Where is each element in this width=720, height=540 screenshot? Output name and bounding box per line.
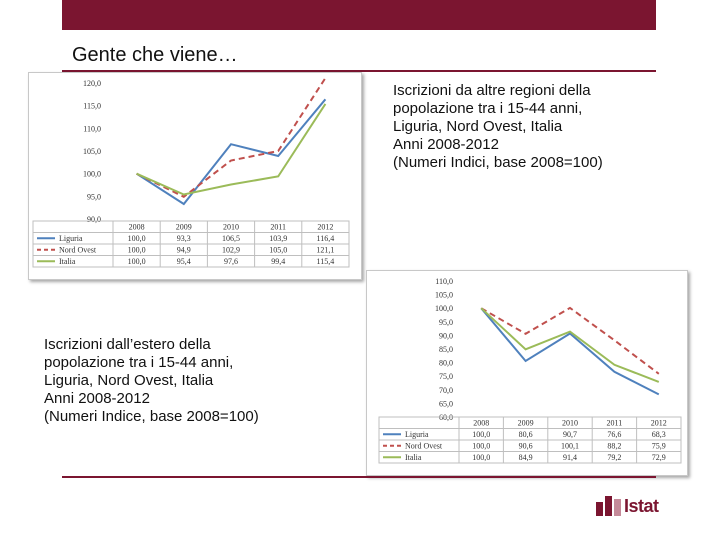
x-category-label: 2010 bbox=[223, 222, 239, 232]
bottom-divider bbox=[62, 476, 656, 478]
y-tick-label: 100,0 bbox=[435, 304, 453, 314]
caption-internal-line: Liguria, Nord Ovest, Italia bbox=[393, 118, 563, 135]
data-label: 100,0 bbox=[127, 257, 146, 266]
y-tick-label: 60,0 bbox=[439, 413, 453, 422]
data-label: 100,1 bbox=[561, 441, 579, 451]
caption-foreign bbox=[44, 336, 259, 426]
legend-series-name: Nord Ovest bbox=[59, 245, 97, 255]
data-label: 100,0 bbox=[472, 453, 491, 462]
caption-foreign-line: Anni 2008-2012 bbox=[44, 390, 150, 407]
x-category-label: 2010 bbox=[562, 418, 578, 428]
istat-logo-text: Istat bbox=[624, 496, 659, 516]
y-tick-label: 80,0 bbox=[439, 358, 453, 368]
data-label: 116,4 bbox=[316, 234, 335, 243]
legend-series-name: Liguria bbox=[405, 430, 429, 439]
x-category-label: 2009 bbox=[175, 222, 192, 232]
x-category-label: 2011 bbox=[270, 222, 287, 232]
data-label: 97,6 bbox=[224, 257, 238, 266]
series-line-italia bbox=[481, 308, 659, 382]
data-label: 121,1 bbox=[316, 245, 335, 255]
legend-series-name: Italia bbox=[405, 453, 422, 462]
istat-logo-icon bbox=[596, 494, 622, 516]
data-label: 106,5 bbox=[222, 234, 240, 243]
x-category-label: 2012 bbox=[650, 418, 667, 428]
data-label: 91,4 bbox=[563, 453, 577, 462]
x-category-label: 2008 bbox=[473, 418, 490, 428]
caption-internal-line: Iscrizioni da altre regioni della bbox=[393, 82, 591, 99]
data-label: 79,2 bbox=[607, 453, 622, 462]
data-label: 68,3 bbox=[651, 430, 666, 439]
data-label: 72,9 bbox=[651, 453, 666, 462]
data-label: 84,9 bbox=[518, 453, 533, 462]
data-label: 100,0 bbox=[472, 441, 491, 451]
data-label: 100,0 bbox=[472, 430, 491, 439]
data-label: 95,4 bbox=[176, 257, 191, 266]
legend-series-name: Italia bbox=[59, 257, 76, 266]
chart-foreign-registrations bbox=[366, 270, 688, 476]
series-line-liguria bbox=[481, 308, 659, 394]
chart-foreign-svg bbox=[367, 271, 687, 475]
istat-logo bbox=[596, 494, 659, 521]
top-accent-bar bbox=[62, 0, 656, 30]
data-label: 102,9 bbox=[222, 245, 240, 255]
y-tick-label: 105,0 bbox=[83, 147, 101, 156]
y-tick-label: 75,0 bbox=[439, 372, 453, 382]
data-label: 80,6 bbox=[518, 430, 533, 439]
x-category-label: 2011 bbox=[606, 418, 623, 428]
x-category-label: 2012 bbox=[317, 222, 334, 232]
series-line-nord-ovest bbox=[137, 78, 326, 197]
caption-foreign-line: Liguria, Nord Ovest, Italia bbox=[44, 372, 214, 389]
caption-internal-line: popolazione tra i 15-44 anni, bbox=[393, 100, 583, 117]
y-tick-label: 95,0 bbox=[439, 317, 453, 327]
data-label: 115,4 bbox=[316, 257, 335, 266]
chart-internal-registrations bbox=[28, 72, 362, 280]
caption-foreign-line: (Numeri Indice, base 2008=100) bbox=[44, 408, 259, 425]
chart-internal-svg bbox=[29, 73, 361, 279]
data-label: 94,9 bbox=[176, 245, 191, 255]
y-tick-label: 95,0 bbox=[87, 192, 101, 202]
y-tick-label: 90,0 bbox=[439, 331, 453, 341]
y-tick-label: 120,0 bbox=[83, 79, 101, 88]
data-label: 88,2 bbox=[607, 441, 622, 451]
legend-series-name: Nord Ovest bbox=[405, 441, 443, 451]
data-label: 100,0 bbox=[127, 234, 146, 243]
y-tick-label: 85,0 bbox=[439, 345, 453, 354]
data-label: 90,6 bbox=[518, 441, 533, 451]
data-label: 99,4 bbox=[271, 257, 286, 266]
x-category-label: 2009 bbox=[517, 418, 534, 428]
y-tick-label: 110,0 bbox=[435, 277, 453, 286]
legend-series-name: Liguria bbox=[59, 234, 83, 243]
data-label: 105,0 bbox=[269, 245, 288, 255]
caption-foreign-line: popolazione tra i 15-44 anni, bbox=[44, 354, 234, 371]
data-label: 75,9 bbox=[651, 441, 666, 451]
caption-internal-line: Anni 2008-2012 bbox=[393, 136, 499, 153]
y-tick-label: 65,0 bbox=[439, 399, 453, 409]
caption-foreign-line: Iscrizioni dall’estero della bbox=[44, 336, 211, 353]
data-label: 103,9 bbox=[269, 234, 288, 243]
data-label: 76,6 bbox=[607, 430, 622, 439]
y-tick-label: 90,0 bbox=[87, 215, 101, 224]
x-category-label: 2008 bbox=[128, 222, 145, 232]
caption-internal bbox=[393, 82, 603, 172]
caption-internal-line: (Numeri Indici, base 2008=100) bbox=[393, 154, 603, 171]
slide-title: Gente che viene… bbox=[72, 44, 238, 66]
data-label: 90,7 bbox=[563, 430, 577, 439]
data-label: 100,0 bbox=[127, 245, 146, 255]
y-tick-label: 115,0 bbox=[83, 101, 101, 111]
y-tick-label: 70,0 bbox=[439, 385, 453, 395]
y-tick-label: 105,0 bbox=[435, 290, 453, 300]
data-label: 93,3 bbox=[176, 234, 191, 243]
y-tick-label: 110,0 bbox=[83, 124, 101, 134]
y-tick-label: 100,0 bbox=[83, 169, 101, 179]
series-line-italia bbox=[137, 104, 326, 195]
